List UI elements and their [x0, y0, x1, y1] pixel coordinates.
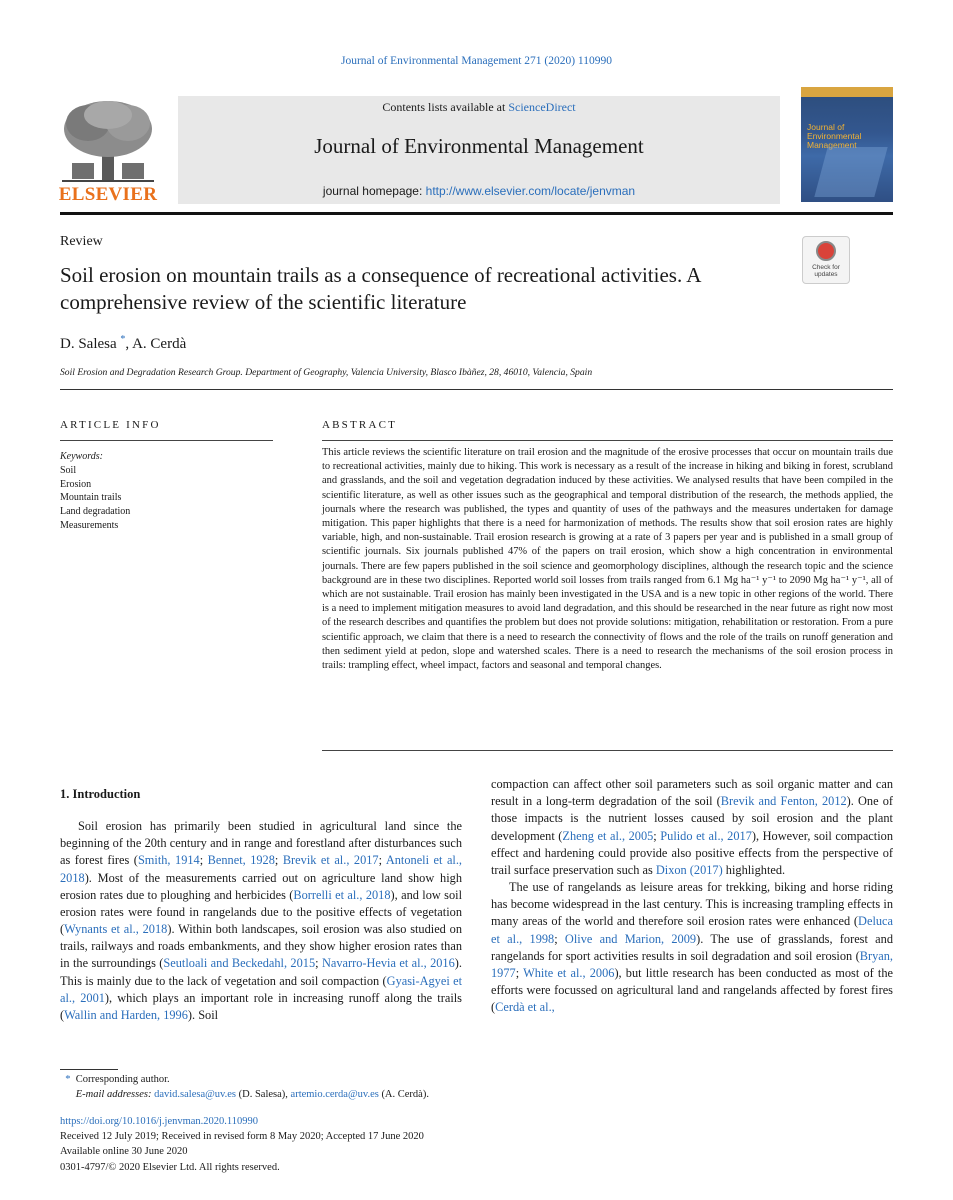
body-text: ;: [515, 965, 524, 980]
affiliation: Soil Erosion and Degradation Research Group. Department of Geography, Valencia University, Blasco Ibàñez, 28, 46010, Valencia, Spain: [60, 367, 593, 378]
journal-cover-image[interactable]: [801, 87, 893, 202]
body-text: ). Soil: [187, 1007, 219, 1022]
check-for-updates-button[interactable]: [802, 236, 850, 284]
body-text: ;: [199, 853, 208, 868]
body-text: ), but little research has been conducted as most of the efforts were focussed on agricultural land and rangelands affected by forest fires (: [491, 965, 893, 1015]
citation-link[interactable]: Dixon (2017): [655, 862, 723, 877]
body-paragraph: [491, 879, 893, 1016]
body-column-left: [60, 818, 462, 1024]
citation-link[interactable]: Olive and Marion, 2009: [564, 931, 697, 946]
cover-graphic: [814, 147, 887, 197]
citation-link[interactable]: Pulido et al., 2017: [660, 828, 752, 843]
body-text: ;: [653, 828, 661, 843]
contents-prefix: Contents lists available at: [382, 100, 509, 114]
body-text: ), However, soil compaction effect and hardening could provide also positive effects from the perspective of trail surface preservation such as: [491, 828, 893, 877]
keyword: Measurements: [60, 519, 119, 531]
corresponding-author-note: [60, 1072, 429, 1087]
body-text: ), which plays an important role in increasing runoff along the trails (: [60, 990, 462, 1022]
doi-link[interactable]: https://doi.org/10.1016/j.jenvman.2020.110990: [60, 1116, 259, 1127]
author-name[interactable]: D. Salesa: [60, 336, 117, 352]
citation-link[interactable]: Navarro-Hevia et al., 2016: [321, 956, 455, 971]
article-info-heading: ARTICLE INFO: [60, 419, 161, 431]
homepage-line: [178, 184, 780, 198]
corresponding-author-mark[interactable]: *: [120, 334, 126, 345]
author-name[interactable]: A. Cerdà: [132, 336, 187, 352]
footnote: [60, 1072, 429, 1102]
body-text: ;: [554, 931, 565, 946]
article-title: Soil erosion on mountain trails as a consequence of recreational activities. A comprehensive review of the scientific literature: [60, 263, 701, 315]
footnote-divider: [60, 1069, 118, 1070]
journal-banner: [178, 96, 780, 204]
citation-link[interactable]: Deluca et al., 1998: [491, 914, 893, 946]
body-text: ;: [378, 853, 386, 868]
abstract-divider: [322, 440, 893, 441]
citation-link[interactable]: Bennet, 1928: [207, 853, 275, 868]
body-text: ). This is mainly due to the lack of vegetation and soil compaction (: [60, 956, 462, 988]
body-text: highlighted.: [722, 862, 786, 877]
cover-stripe: [801, 87, 893, 97]
body-text: ;: [315, 956, 322, 971]
abstract-heading: ABSTRACT: [322, 419, 398, 431]
received-dates: Received 12 July 2019; Received in revised form 8 May 2020; Accepted 17 June 2020: [60, 1131, 424, 1143]
citation-link[interactable]: White et al., 2006: [523, 965, 615, 980]
journal-citation[interactable]: Journal of Environmental Management 271 (2020) 110990: [340, 55, 613, 67]
homepage-prefix: journal homepage:: [322, 184, 426, 198]
email-label: E-mail addresses:: [75, 1089, 152, 1101]
citation-link[interactable]: Gyasi-Agyei et al., 2001: [60, 973, 462, 1005]
bookmark-ribbon-icon: [816, 241, 836, 261]
email-line: [60, 1087, 429, 1102]
abstract-text: This article reviews the scientific literature on trail erosion and the magnitude of the erosive processes that occur on mountain trails due to recreational activities, mainly due to hiking. This work is necessary as a result of the increase in hiking and biking in forest, scrubland and grasslands, and the soil and vegetation degradation induced by these activities. We analysed results that have been compiled in the scientific literature, as well as other issues such as the geographical and temporal distribution of the research, the methods applied, the journals where the research was published, the types and quantity of uses of the pathways and the measures undertaken for damage mitigation. This paper highlights that there is a need for harmonization of methods. The results show that soil erosion rates are highly variable, high, and non-sustainable. Trail erosion research is growing at a rate of 3 papers per year and is published in a small group of scientific journals. Six journals published 47% of the papers on trail erosion, which show a high concentration in environmental journals. There are few papers published in the soil science and geomorphology disciplines, although the research topic and the science background are in these two disciplines. Reported world soil losses from trails ranged from 6.1 Mg ha⁻¹ y⁻¹ to 2090 Mg ha⁻¹ y⁻¹, all of which are not sustainable. Trail erosion has mainly been investigated in the USA and is a new topic in other regions of the world. There is a need to implement mitigation measures to avoid land degradation, and this should be researched in the near future as right now most of the research describes and quantifies the problem but does not provide solutions: mitigation, rehabilitation or restoration. From a pure scientific approach, we claim that there is a need to research the connectivity of flows and the role of the trails on runoff generation and then sediment yield at pedon, slope and watershed scales. There is a need to research the mechanisms of the soil erosion process in trails: trampling effect, wheel impact, factors and seasonal and temporal changes.: [322, 447, 893, 672]
footnote-mark: *: [65, 1074, 71, 1085]
author-list: [60, 334, 186, 353]
citation-link[interactable]: Seutloali and Beckedahl, 2015: [163, 956, 316, 971]
corresponding-label: Corresponding author.: [75, 1074, 170, 1085]
cover-title: Journal of Environmental Management: [807, 122, 862, 150]
body-column-right: [491, 776, 893, 1016]
citation-link[interactable]: Cerdà et al.,: [495, 1000, 555, 1015]
body-text: ), and low soil erosion rates were found in rangelands due to the positive effects of vegetation (: [60, 887, 462, 937]
keywords-label: Keywords:: [60, 451, 103, 462]
publisher-wordmark: ELSEVIER: [58, 184, 158, 205]
email-link[interactable]: david.salesa@uv.es: [154, 1089, 236, 1101]
article-info-divider: [60, 440, 273, 441]
email-owner: (A. Cerdà).: [378, 1089, 429, 1101]
keyword: Land degradation: [60, 506, 131, 518]
author-separator: ,: [125, 336, 133, 352]
citation-link[interactable]: Wynants et al., 2018: [64, 922, 168, 937]
journal-name: Journal of Environmental Management: [314, 134, 644, 158]
citation-link[interactable]: Zheng et al., 2005: [562, 828, 654, 843]
article-metadata: [60, 1114, 424, 1175]
body-text: ). The use of grasslands, forest and rangelands for sport activities results in soil degradation and soil erosion (: [491, 931, 894, 963]
check-updates-label: Check for updates: [812, 264, 840, 279]
article-type: Review: [60, 234, 103, 249]
keywords-block: [60, 450, 273, 533]
keyword: Mountain trails: [60, 492, 122, 504]
section-heading: 1. Introduction: [60, 787, 141, 801]
body-text: The use of rangelands as leisure areas for trekking, biking and horse riding has become widespread in the last century. This is increasing trampling effects in many areas of the world and therefore soil erosion rates were enhanced (: [491, 880, 893, 929]
keyword: Soil: [60, 464, 77, 476]
header-divider: [60, 212, 893, 215]
copyright: 0301-4797/© 2020 Elsevier Ltd. All rights reserved.: [60, 1161, 280, 1173]
keyword: Erosion: [60, 478, 92, 490]
citation-link[interactable]: Borrelli et al., 2018: [293, 887, 391, 902]
email-owner: (D. Salesa),: [236, 1089, 291, 1101]
body-text: ). One of those impacts is the nutrient losses caused by soil erosion and the plant development (: [491, 794, 893, 843]
citation-link[interactable]: Bryan, 1977: [491, 948, 893, 980]
homepage-link[interactable]: http://www.elsevier.com/locate/jenvman: [425, 184, 636, 198]
affiliation-divider: [60, 389, 893, 390]
body-text: ). Most of the measurements carried out on agriculture land show high erosion rates due to ploughing and herbicides (: [60, 870, 462, 902]
body-text: compaction can affect other soil parameters such as soil organic matter and can result in a long-term degradation of the soil (: [491, 777, 893, 809]
citation-link[interactable]: Brevik and Fenton, 2012: [720, 794, 847, 809]
sciencedirect-link[interactable]: ScienceDirect: [508, 100, 576, 114]
body-paragraph: [491, 776, 893, 879]
body-text: Soil erosion has primarily been studied in agricultural land since the beginning of the 20th century and in range and forestland after disturbances such as forest fires (: [60, 819, 462, 868]
contents-line: [178, 100, 780, 115]
email-link[interactable]: artemio.cerda@uv.es: [290, 1089, 379, 1101]
abstract-end-divider: [322, 750, 893, 751]
citation-link[interactable]: Antoneli et al., 2018: [60, 853, 463, 885]
citation-link[interactable]: Smith, 1914: [137, 853, 200, 868]
online-date: Available online 30 June 2020: [60, 1146, 188, 1158]
citation-link[interactable]: Brevik et al., 2017: [282, 853, 379, 868]
body-text: ). Within both landscapes, soil erosion was also studied on trails, railways and roads embankments, and they show higher erosion rates than in the surroundings (: [60, 922, 462, 971]
citation-link[interactable]: Wallin and Harden, 1996: [64, 1007, 188, 1022]
body-text: ;: [274, 853, 283, 868]
